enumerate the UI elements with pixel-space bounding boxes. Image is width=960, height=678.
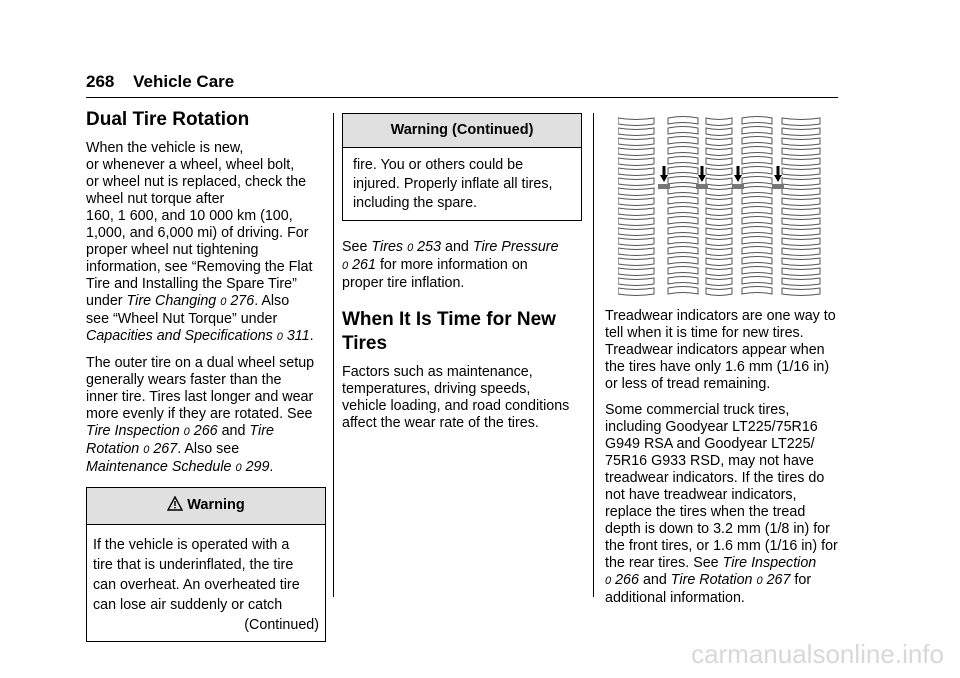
link-tires[interactable]: Tires 0 253 [371, 239, 442, 255]
paragraph: The outer tire on a dual wheel setup generally wears faster than the inner tire. Tires last longer and wear more evenly if they are rotated. See Tire Inspection 0 266 and Tire Rotation 0 267. Also see Maintenance Schedule 0 299. [86, 355, 315, 475]
tread-block [618, 258, 654, 266]
tread-block [742, 157, 772, 165]
tread-block [618, 218, 654, 226]
tread-block [668, 127, 698, 135]
paragraph: Factors such as maintenance, temperatures, driving speeds, vehicle loading, and road conditions affect the wear rate of the tires. [342, 364, 570, 431]
tread-block [668, 227, 698, 235]
tread-block [742, 127, 772, 135]
tread-block [618, 118, 654, 126]
tread-block [618, 158, 654, 166]
tread-block [668, 217, 698, 225]
tread-block [668, 247, 698, 255]
warning-body: If the vehicle is operated with a tire that is underinflated, the tire can overheat. An overheated tire can lose air suddenly or catch (Continued) [93, 537, 319, 633]
arrow-down-icon [701, 166, 704, 176]
tread-block [742, 267, 772, 275]
header-rule [86, 97, 838, 98]
link-tire-rotation[interactable]: Tire Rotation 0 267 [670, 572, 791, 588]
continued-label: (Continued) [244, 617, 319, 633]
tread-block [742, 147, 772, 155]
tread-block [618, 238, 654, 246]
tread-block [618, 248, 654, 256]
tread-block [618, 148, 654, 156]
wear-indicator-bar [658, 184, 670, 189]
link-tire-pressure[interactable]: Tire Pressure 0 261 [342, 239, 559, 273]
tread-block [706, 288, 732, 296]
tread-block [668, 237, 698, 245]
paragraph: When the vehicle is new, or whenever a wheel, wheel bolt, or wheel nut is replaced, check the wheel nut torque after 160, 1 600, and 10 000 km (100, 1,000, and 6,000 mi) of driving. For proper wheel nut tightening information, see “Removing the Flat Tire and Installing the Spare Tire” under Tire Changing 0 276. Also see “Wheel Nut Torque” under Capacities and Specifications 0 311. [86, 140, 314, 344]
column-1 [86, 108, 326, 642]
wear-indicator-bar [732, 184, 744, 189]
tread-block [618, 278, 654, 286]
tread-block [782, 118, 820, 126]
tread-block [706, 218, 732, 226]
tread-block [782, 248, 820, 256]
arrow-down-icon [663, 166, 666, 176]
tread-block [706, 128, 732, 136]
tread-block [618, 178, 654, 186]
tread-block [668, 177, 698, 185]
tread-block [706, 148, 732, 156]
warning-continued-header: Warning (Continued) [343, 114, 581, 148]
paragraph: Treadwear indicators are one way to tell when it is time for new tires. Treadwear indicators appear when the tires have only 1.6 mm (1/16 in) or less of tread remaining. [605, 308, 836, 392]
tread-block [706, 208, 732, 216]
tread-block [668, 187, 698, 195]
warning-title: Warning [187, 497, 245, 513]
tread-block [668, 287, 698, 295]
tread-block [782, 238, 820, 246]
tread-block [782, 288, 820, 296]
link-capacities-specifications[interactable]: Capacities and Specifications 0 311 [86, 328, 310, 344]
tread-block [782, 138, 820, 146]
tread-block [706, 248, 732, 256]
column-divider [333, 113, 334, 597]
tread-block [668, 277, 698, 285]
warning-continued-box [342, 113, 582, 221]
tread-block [618, 138, 654, 146]
arrow-down-icon [737, 166, 740, 176]
arrow-down-icon [777, 166, 780, 176]
tread-block [782, 228, 820, 236]
page-header [86, 72, 234, 92]
tread-block [706, 168, 732, 176]
tread-block [618, 228, 654, 236]
tread-block [706, 268, 732, 276]
tread-block [782, 158, 820, 166]
tread-block [706, 118, 732, 126]
tread-block [618, 288, 654, 296]
tread-block [618, 188, 654, 196]
tread-block [742, 257, 772, 265]
tread-block [668, 207, 698, 215]
link-maintenance-schedule[interactable]: Maintenance Schedule 0 299 [86, 459, 270, 475]
tread-block [618, 128, 654, 136]
tread-block [782, 188, 820, 196]
wear-indicator-bar [696, 184, 708, 189]
column-3 [605, 308, 845, 616]
tread-block [706, 258, 732, 266]
tread-block [742, 217, 772, 225]
warning-header [87, 488, 325, 525]
tread-block [706, 228, 732, 236]
tread-block [742, 197, 772, 205]
link-tire-inspection[interactable]: Tire Inspection 0 266 [605, 555, 817, 588]
link-tire-rotation[interactable]: Tire Rotation 0 267 [86, 423, 274, 457]
tread-block [782, 128, 820, 136]
column-2 [342, 113, 582, 441]
tread-block [742, 187, 772, 195]
tread-block [668, 267, 698, 275]
tread-block [742, 237, 772, 245]
heading-new-tires: When It Is Time for New Tires [342, 309, 556, 354]
tread-block [668, 147, 698, 155]
tread-block [782, 218, 820, 226]
tread-block [742, 177, 772, 185]
tread-block [706, 178, 732, 186]
paragraph: See Tires 0 253 and Tire Pressure 0 261 for more information on proper tire inflation. [342, 239, 559, 291]
tread-block [742, 227, 772, 235]
tread-block [706, 198, 732, 206]
treadwear-illustration [618, 116, 824, 301]
watermark: carmanualsonline.info [691, 639, 944, 669]
link-tire-changing[interactable]: Tire Changing 0 276 [126, 293, 255, 309]
tread-block [742, 277, 772, 285]
page-number: 268 [86, 72, 115, 91]
tread-block [742, 167, 772, 175]
tread-block [668, 197, 698, 205]
column-divider [593, 113, 594, 597]
tread-block [782, 268, 820, 276]
tread-block [742, 137, 772, 145]
paragraph: Some commercial truck tires, including Goodyear LT225/75R16 G949 RSA and Goodyear LT225/ 75R16 G933 RSD, may not have treadwear indicators. If the tires do not have treadwear indicators, replace the tires when the tread depth is down to 3.2 mm (1/8 in) for the front tires, or 1.6 mm (1/16 in) for the rear tires. See Tire Inspection 0 266 and Tire Rotation 0 267 for additional information. [605, 402, 838, 606]
heading-dual-tire-rotation: Dual Tire Rotation [86, 109, 250, 130]
tread-block [782, 178, 820, 186]
tread-block [706, 158, 732, 166]
tread-block [668, 117, 698, 125]
tread-block [618, 168, 654, 176]
tread-block [706, 138, 732, 146]
tread-block [618, 208, 654, 216]
section-title: Vehicle Care [133, 72, 235, 91]
tread-block [618, 268, 654, 276]
warning-box [86, 487, 326, 642]
warning-continued-body: fire. You or others could be injured. Properly inflate all tires, including the spare. [353, 157, 553, 211]
warning-triangle-icon [167, 496, 183, 516]
tread-block [782, 258, 820, 266]
tread-block [742, 117, 772, 125]
tread-block [618, 198, 654, 206]
tread-block [782, 168, 820, 176]
tread-block [742, 287, 772, 295]
tread-block [782, 148, 820, 156]
tread-block [668, 157, 698, 165]
tread-block [668, 257, 698, 265]
tread-block [782, 208, 820, 216]
tread-block [782, 278, 820, 286]
tread-block [706, 188, 732, 196]
wear-indicator-bar [772, 184, 784, 189]
link-tire-inspection[interactable]: Tire Inspection 0 266 [86, 423, 218, 439]
tread-block [706, 278, 732, 286]
tread-block [782, 198, 820, 206]
tread-block [706, 238, 732, 246]
tread-block [668, 167, 698, 175]
tread-block [742, 207, 772, 215]
tread-block [742, 247, 772, 255]
tread-block [668, 137, 698, 145]
